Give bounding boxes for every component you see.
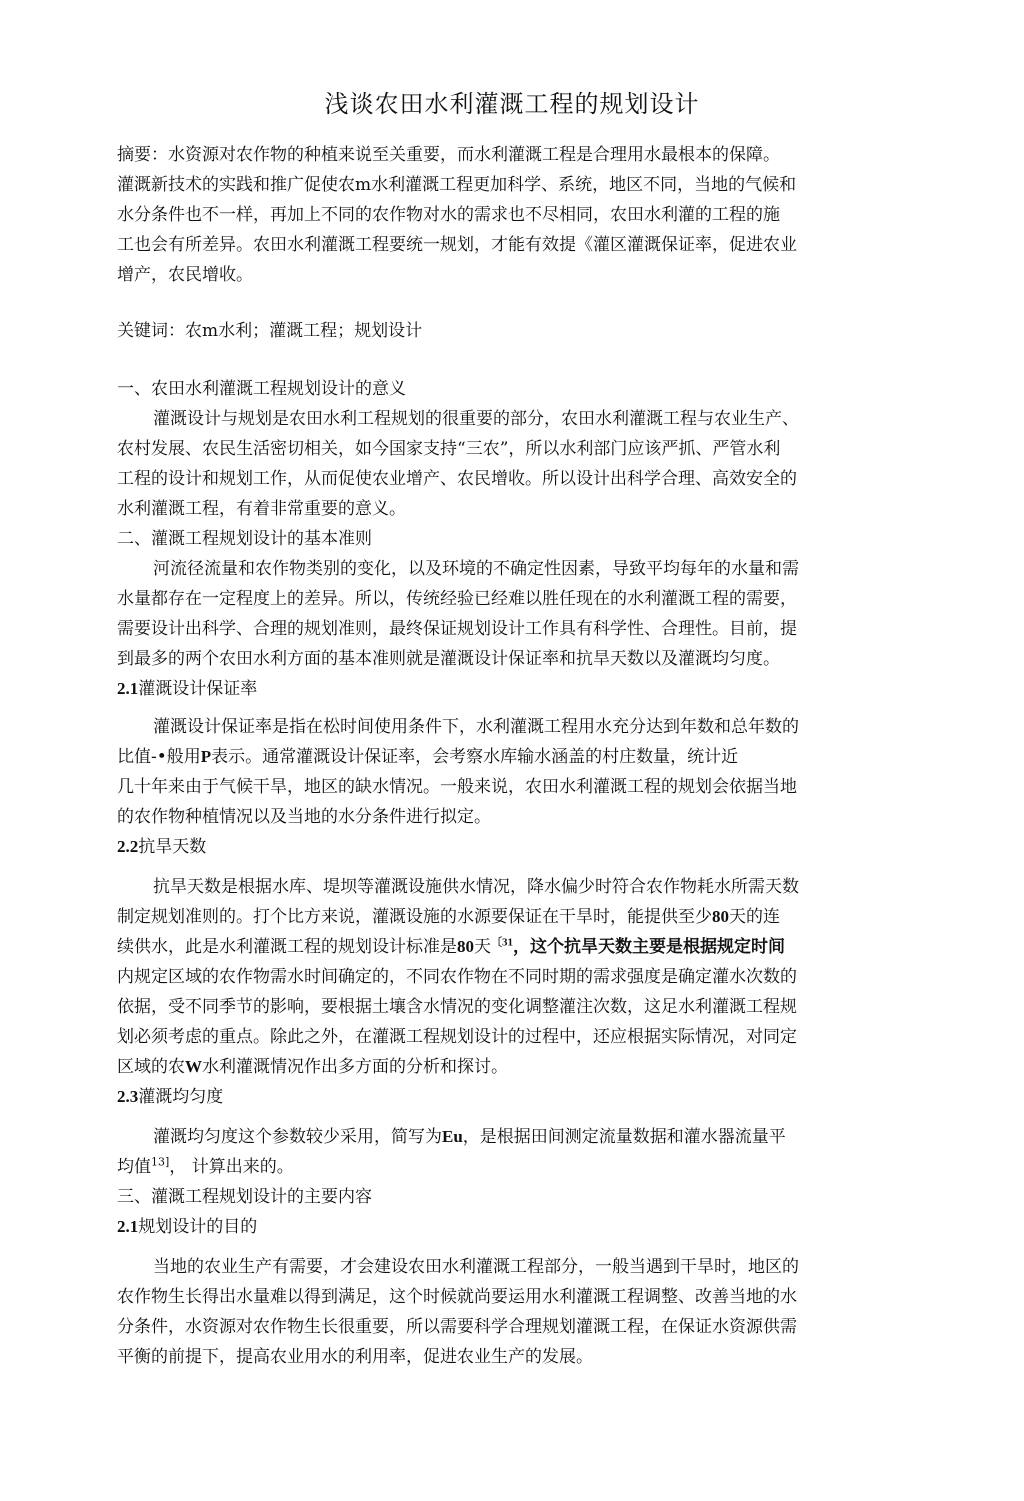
subsection-2-1-body	[117, 712, 892, 832]
paragraph-line: 当地的农业生产有需要，才会建设农田水利灌溉工程部分，一般当遇到干旱时，地区的	[153, 1257, 799, 1277]
paragraph-line: 抗旱天数是根据水库、堤坝等灌溉设施供水情况，降水偏少时符合农作物耗水所需天数	[153, 877, 799, 897]
section-1	[117, 374, 892, 524]
paragraph-line: 工程的设计和规划工作，从而促使农业增产、农民增收。所以设计出科学合理、高效安全的	[117, 469, 797, 489]
subsection-number: 2.3	[117, 1087, 139, 1106]
paragraph-line: 制定规划准则的。打个比方来说，灌溉设施的水源要保证在干旱时，能提供至少80天的连	[117, 907, 780, 927]
paragraph-line: 到最多的两个农田水利方面的基本准则就是灌溉设计保证率和抗旱天数以及灌溉均匀度。	[117, 649, 780, 669]
paragraph-line: 灌溉设计保证率是指在松时间使用条件下，水利灌溉工程用水充分达到年数和总年数的	[153, 717, 799, 737]
paragraph-line: 水利灌溉工程，有着非常重要的意义。	[117, 499, 406, 519]
paragraph-line: 平衡的前提下，提高农业用水的利用率，促进农业生产的发展。	[117, 1347, 593, 1367]
section-heading: 三、灌溉工程规划设计的主要内容	[117, 1187, 372, 1207]
subsection-2-2-body	[117, 872, 892, 1082]
paragraph-line: 河流径流量和农作物类别的变化，以及环境的不确定性因素，导致平均每年的水量和需	[153, 559, 799, 579]
paragraph-line: 分条件，水资源对农作物生长很重要，所以需要科学合理规划灌溉工程，在保证水资源供需	[117, 1317, 797, 1337]
subsection-2-2-heading	[117, 832, 892, 862]
document-title: 浅谈农田水利灌溉工程的规划设计	[324, 90, 700, 118]
paragraph-line: 内规定区域的农作物需水时间确定的，不同农作物在不同时期的需求强度是确定灌水次数的	[117, 967, 797, 987]
keywords	[117, 316, 892, 346]
paragraph-line: 水量都存在一定程度上的差异。所以，传统经验已经难以胜任现在的水利灌溉工程的需要，	[117, 589, 797, 609]
section-3	[117, 1182, 892, 1212]
subsection-2-3-body	[117, 1122, 892, 1182]
subsection-label: 灌溉设计保证率	[138, 679, 258, 699]
subsection-2-3-heading	[117, 1082, 892, 1112]
section-heading: 一、农田水利灌溉工程规划设计的意义	[117, 379, 406, 399]
paragraph-line: 几十年来由于气候干旱，地区的缺水情况。一般来说，农田水利灌溉工程的规划会依据当地	[117, 777, 797, 797]
subsection-label: 抗旱天数	[138, 837, 207, 857]
abstract	[117, 140, 892, 290]
section-2	[117, 524, 892, 674]
subsection-label: 规划设计的目的	[138, 1217, 258, 1237]
paragraph-line: 均值$^{13]}$， 计算出来的。	[117, 1155, 294, 1177]
subsection-number: 2.1	[117, 679, 139, 698]
paragraph-line: 区域的农W水利灌溉情况作出多方面的分析和探讨。	[117, 1057, 508, 1077]
subsection-number: 2.2	[117, 837, 139, 856]
paragraph-line: 需要设计出科学、合理的规划准则，最终保证规划设计工作具有科学性、合理性。目前，提	[117, 619, 797, 639]
paragraph-line: 划必须考虑的重点。除此之外，在灌溉工程规划设计的过程中，还应根据实际情况，对同定	[117, 1027, 797, 1047]
paragraph-line: 续供水，此是水利灌溉工程的规划设计标准是80天$^{〔31}$，这个抗旱天数主要是根据规定时间	[117, 936, 785, 957]
paragraph-line: 农作物生长得岀水量难以得到满足，这个时候就尚要运用水利灌溉工程调整、改善当地的水	[117, 1287, 797, 1307]
abstract-line: 水分条件也不一样，再加上不同的农作物对水的需求也不尽相同，农田水利灌的工程的施	[117, 205, 780, 225]
citation: 〔31	[491, 936, 513, 949]
abstract-line: 摘要：水资源对农作物的种植来说至关重要，而水利灌溉工程是合理用水最根本的保障。	[117, 145, 780, 165]
paragraph-line: 比值-•般用P表示。通常灌溉设计保证率，会考察水库输水涵盖的村庄数量，统计近	[117, 747, 739, 767]
abstract-line: 增产，农民增收。	[117, 265, 253, 285]
paragraph-line: 依据，受不同季节的影响，要根据土壤含水情况的变化调整灌注次数，这足水利灌溉工程规	[117, 997, 797, 1017]
keywords-line: 关键词：农m水利；灌溉工程；规划设计	[117, 321, 423, 341]
subsection-3-1-heading	[117, 1212, 892, 1242]
abstract-line: 工也会有所差异。农田水利灌溉工程要统一规划，才能有效提《灌区灌溉保证率，促进农业	[117, 235, 797, 255]
paragraph-line: 灌溉设计与规划是农田水利工程规划的很重要的部分，农田水利灌溉工程与农业生产、	[153, 409, 799, 429]
subsection-2-1-heading	[117, 674, 892, 704]
paragraph-line: 农村发展、农民生活密切相关，如今国家支持“三农”，所以水利部门应该严抓、严管水利	[117, 439, 781, 459]
section-heading: 二、灌溉工程规划设计的基本准则	[117, 529, 372, 549]
subsection-label: 灌溉均匀度	[138, 1087, 224, 1107]
subsection-3-1-body	[117, 1252, 892, 1372]
subsection-number: 2.1	[117, 1217, 139, 1236]
paragraph-line: 灌溉均匀度这个参数较少采用，简写为Eu，是根据田间测定流量数据和灌水器流量平	[153, 1127, 786, 1147]
citation: 13]	[151, 1155, 170, 1169]
abstract-line: 灌溉新技术的实践和推广促使农m水利灌溉工程更加科学、系统，地区不同，当地的气候和	[117, 175, 797, 195]
paragraph-line: 的农作物种植情况以及当地的水分条件进行拟定。	[117, 807, 491, 827]
